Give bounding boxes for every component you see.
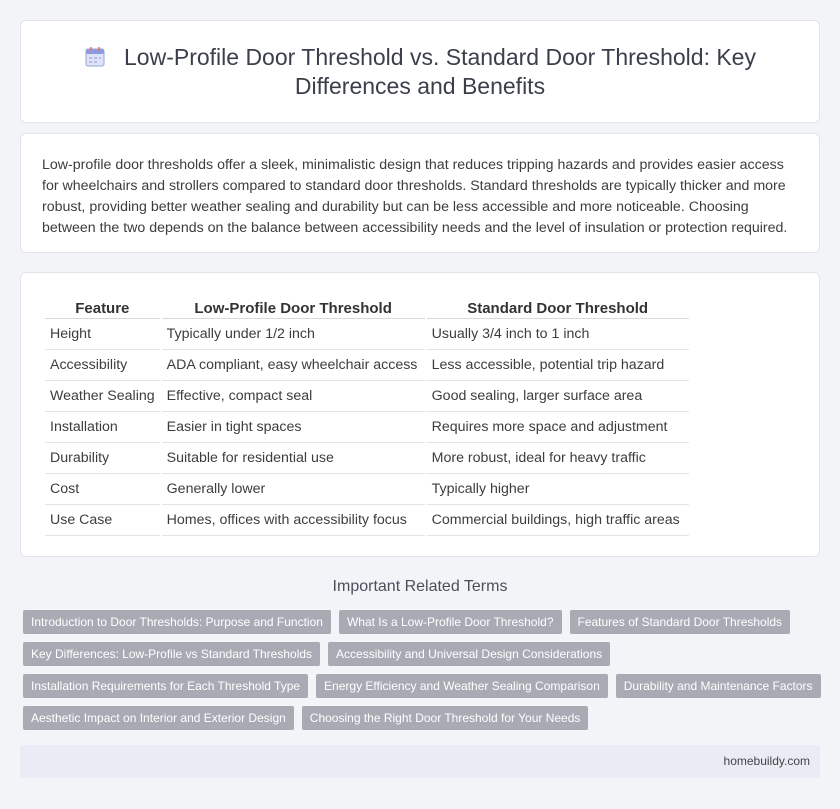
table-row bbox=[45, 319, 689, 350]
table-row bbox=[45, 350, 689, 381]
table-row bbox=[45, 505, 689, 536]
related-term-tag[interactable]: Installation Requirements for Each Threshold Type bbox=[23, 674, 308, 698]
related-term-tag[interactable]: Aesthetic Impact on Interior and Exterior Design bbox=[23, 706, 294, 730]
table-body bbox=[45, 319, 689, 536]
related-term-tag[interactable]: Energy Efficiency and Weather Sealing Comparison bbox=[316, 674, 608, 698]
low-profile-cell: Homes, offices with accessibility focus bbox=[162, 505, 425, 536]
related-terms-title: Important Related Terms bbox=[332, 578, 508, 595]
related-term-tag[interactable]: Introduction to Door Thresholds: Purpose and Function bbox=[23, 610, 331, 634]
related-term-tag[interactable]: Key Differences: Low-Profile vs Standard Thresholds bbox=[23, 642, 320, 666]
related-term-tag[interactable]: Features of Standard Door Thresholds bbox=[570, 610, 791, 634]
column-header-standard: Standard Door Threshold bbox=[427, 295, 689, 319]
low-profile-cell: Easier in tight spaces bbox=[162, 412, 425, 443]
low-profile-cell: Effective, compact seal bbox=[162, 381, 425, 412]
standard-cell: Good sealing, larger surface area bbox=[427, 381, 689, 412]
comparison-table-card bbox=[20, 272, 820, 557]
feature-cell: Accessibility bbox=[45, 350, 160, 381]
related-term-tag[interactable]: What Is a Low-Profile Door Threshold? bbox=[339, 610, 562, 634]
related-term-tag[interactable]: Choosing the Right Door Threshold for Your Needs bbox=[302, 706, 589, 730]
low-profile-cell: ADA compliant, easy wheelchair access bbox=[162, 350, 425, 381]
page-title: Low-Profile Door Threshold vs. Standard Door Threshold: Key Differences and Benefits bbox=[124, 44, 756, 99]
footer bbox=[20, 745, 820, 778]
feature-cell: Installation bbox=[45, 412, 160, 443]
standard-cell: More robust, ideal for heavy traffic bbox=[427, 443, 689, 474]
table-row bbox=[45, 443, 689, 474]
intro-paragraph: Low-profile door thresholds offer a sleek, minimalistic design that reduces tripping hazards and provides easier access for wheelchairs and strollers compared to standard door thresholds. Standard thresholds are typically thicker and more robust, providing better weather sealing and durability but can be less accessible and more noticeable. Choosing between the two depends on the balance between accessibility needs and the level of insulation or protection required. bbox=[42, 157, 788, 236]
standard-cell: Usually 3/4 inch to 1 inch bbox=[427, 319, 689, 350]
column-header-low-profile: Low-Profile Door Threshold bbox=[162, 295, 425, 319]
related-term-tag[interactable]: Durability and Maintenance Factors bbox=[616, 674, 821, 698]
standard-cell: Requires more space and adjustment bbox=[427, 412, 689, 443]
footer-site[interactable]: homebuildy.com bbox=[723, 754, 810, 768]
related-term-tag[interactable]: Accessibility and Universal Design Considerations bbox=[328, 642, 610, 666]
comparison-table bbox=[43, 295, 691, 536]
standard-cell: Typically higher bbox=[427, 474, 689, 505]
standard-cell: Less accessible, potential trip hazard bbox=[427, 350, 689, 381]
column-header-feature: Feature bbox=[45, 295, 160, 319]
feature-cell: Height bbox=[45, 319, 160, 350]
low-profile-cell: Generally lower bbox=[162, 474, 425, 505]
table-row bbox=[45, 412, 689, 443]
page-title-wrap bbox=[61, 43, 779, 101]
feature-cell: Cost bbox=[45, 474, 160, 505]
table-row bbox=[45, 474, 689, 505]
feature-cell: Weather Sealing bbox=[45, 381, 160, 412]
low-profile-cell: Suitable for residential use bbox=[162, 443, 425, 474]
table-row bbox=[45, 381, 689, 412]
feature-cell: Use Case bbox=[45, 505, 160, 536]
title-card bbox=[20, 20, 820, 123]
table-header-row bbox=[45, 295, 689, 319]
standard-cell: Commercial buildings, high traffic areas bbox=[427, 505, 689, 536]
low-profile-cell: Typically under 1/2 inch bbox=[162, 319, 425, 350]
intro-card bbox=[20, 133, 820, 253]
related-terms-list bbox=[23, 610, 823, 730]
feature-cell: Durability bbox=[45, 443, 160, 474]
calendar-icon bbox=[84, 46, 106, 68]
